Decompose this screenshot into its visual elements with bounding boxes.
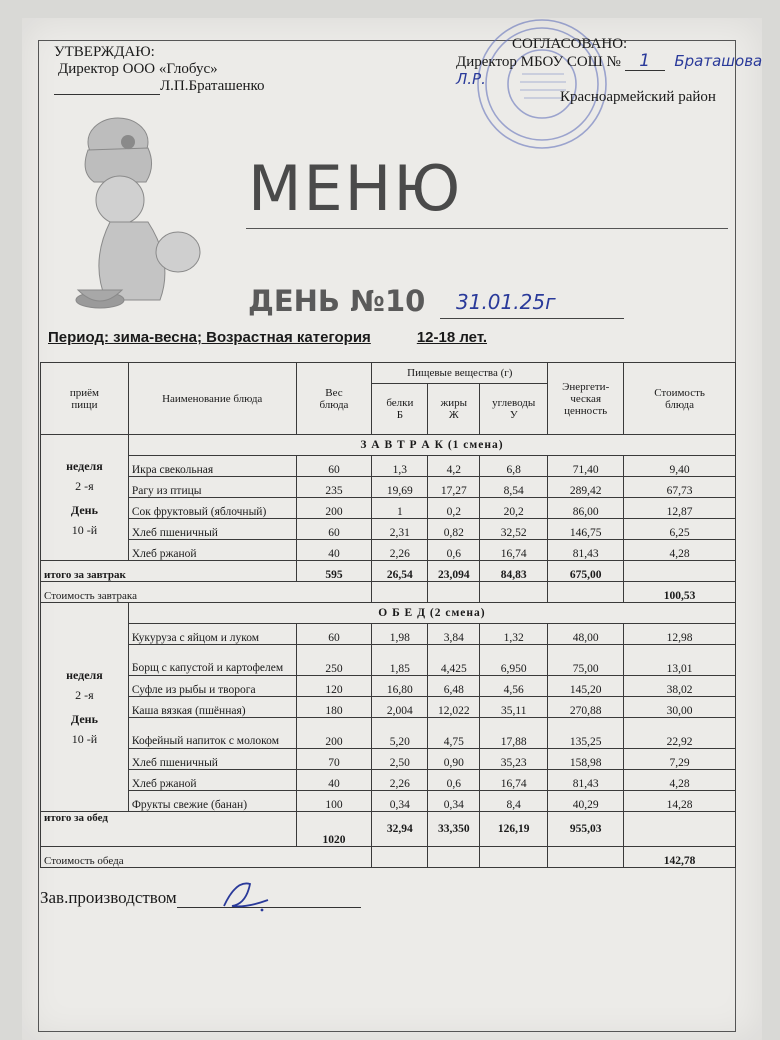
dish-fat: 6,48 bbox=[428, 676, 480, 697]
dish-protein: 1 bbox=[372, 498, 428, 519]
dish-protein: 5,20 bbox=[372, 718, 428, 749]
dish-energy: 146,75 bbox=[548, 519, 624, 540]
dish-energy: 158,98 bbox=[548, 749, 624, 770]
meal-cost-value: 142,78 bbox=[624, 847, 736, 868]
dish-carbs: 32,52 bbox=[480, 519, 548, 540]
header-line: блюда bbox=[319, 398, 349, 411]
dish-cost: 4,28 bbox=[624, 540, 736, 561]
dish-weight: 40 bbox=[296, 770, 372, 791]
table-row bbox=[41, 697, 736, 718]
header-carbs bbox=[480, 384, 548, 435]
section-title: З А В Т Р А К (1 смена) bbox=[128, 435, 735, 456]
dish-cost: 30,00 bbox=[624, 697, 736, 718]
dish-carbs: 16,74 bbox=[480, 770, 548, 791]
dish-weight: 60 bbox=[296, 519, 372, 540]
day-line: 10 -й bbox=[71, 522, 98, 537]
dish-protein: 16,80 bbox=[372, 676, 428, 697]
dish-weight: 100 bbox=[296, 791, 372, 812]
agreer-position: Директор МБОУ СОШ № bbox=[456, 54, 621, 70]
header-line: Энергети- bbox=[562, 380, 610, 393]
total-fat: 33,350 bbox=[428, 812, 480, 847]
header-line: жиры bbox=[440, 397, 467, 409]
header-energy bbox=[548, 363, 624, 435]
total-protein: 32,94 bbox=[372, 812, 428, 847]
day-label: ДЕНЬ №10 bbox=[248, 284, 426, 318]
dish-weight: 200 bbox=[296, 718, 372, 749]
page-title: МЕНЮ bbox=[248, 152, 463, 225]
approver-position: Директор ООО «Глобус» bbox=[58, 61, 218, 77]
dish-energy: 135,25 bbox=[548, 718, 624, 749]
meal-cost-label: Стоимость завтрака bbox=[41, 582, 372, 603]
dish-fat: 4,75 bbox=[428, 718, 480, 749]
district-label: Красноармейский район bbox=[560, 89, 716, 105]
dish-weight: 250 bbox=[296, 645, 372, 676]
table-row bbox=[41, 477, 736, 498]
cost-empty bbox=[372, 847, 428, 868]
dish-protein: 19,69 bbox=[372, 477, 428, 498]
table-row bbox=[41, 540, 736, 561]
menu-table bbox=[40, 362, 736, 868]
dish-name: Хлеб пшеничный bbox=[128, 519, 296, 540]
dish-fat: 3,84 bbox=[428, 624, 480, 645]
section-row bbox=[41, 603, 736, 624]
dish-cost: 12,87 bbox=[624, 498, 736, 519]
dish-carbs: 17,88 bbox=[480, 718, 548, 749]
dish-energy: 48,00 bbox=[548, 624, 624, 645]
day-line: День bbox=[70, 502, 98, 517]
approval-block bbox=[52, 44, 265, 95]
manager-signature-icon bbox=[216, 876, 276, 916]
dish-fat: 0,34 bbox=[428, 791, 480, 812]
chef-child-illustration-icon bbox=[70, 112, 220, 322]
dish-fat: 17,27 bbox=[428, 477, 480, 498]
approver-signature-line bbox=[54, 78, 265, 95]
dish-fat: 12,022 bbox=[428, 697, 480, 718]
total-empty bbox=[624, 561, 736, 582]
header-line: Вес bbox=[325, 386, 343, 399]
footer-label: Зав.производством bbox=[40, 888, 177, 907]
dish-weight: 180 bbox=[296, 697, 372, 718]
dish-energy: 81,43 bbox=[548, 540, 624, 561]
total-energy: 675,00 bbox=[548, 561, 624, 582]
header-line: Б bbox=[396, 409, 404, 421]
header-line: Ж bbox=[448, 409, 459, 421]
dish-carbs: 20,2 bbox=[480, 498, 548, 519]
day-cell bbox=[41, 603, 129, 812]
day-line: неделя bbox=[66, 458, 103, 473]
total-weight: 595 bbox=[296, 561, 372, 582]
dish-weight: 235 bbox=[296, 477, 372, 498]
header-meal bbox=[41, 363, 129, 435]
dish-energy: 81,43 bbox=[548, 770, 624, 791]
total-row bbox=[41, 561, 736, 582]
total-energy: 955,03 bbox=[548, 812, 624, 847]
dish-fat: 0,6 bbox=[428, 540, 480, 561]
header-dish: Наименование блюда bbox=[128, 363, 296, 435]
day-date-line bbox=[440, 318, 624, 319]
day-line: 2 -я bbox=[75, 478, 94, 493]
table-row bbox=[41, 645, 736, 676]
total-row bbox=[41, 812, 736, 847]
header-line: Стоимость bbox=[654, 386, 705, 399]
table-row bbox=[41, 718, 736, 749]
total-protein: 26,54 bbox=[372, 561, 428, 582]
table-row bbox=[41, 456, 736, 477]
dish-fat: 4,2 bbox=[428, 456, 480, 477]
dish-energy: 71,40 bbox=[548, 456, 624, 477]
dish-name: Хлеб пшеничный bbox=[128, 749, 296, 770]
table-row bbox=[41, 676, 736, 697]
dish-protein: 2,004 bbox=[372, 697, 428, 718]
total-empty bbox=[624, 812, 736, 847]
dish-cost: 14,28 bbox=[624, 791, 736, 812]
section-row bbox=[41, 435, 736, 456]
dish-name: Кофейный напиток с молоком bbox=[128, 718, 296, 749]
dish-carbs: 4,56 bbox=[480, 676, 548, 697]
day-cell bbox=[41, 435, 129, 561]
table-row bbox=[41, 749, 736, 770]
period-text: Период: зима-весна; Возрастная категория bbox=[48, 329, 371, 346]
table-row bbox=[41, 519, 736, 540]
dish-protein: 2,31 bbox=[372, 519, 428, 540]
cost-row bbox=[41, 847, 736, 868]
dish-carbs: 8,54 bbox=[480, 477, 548, 498]
agreement-block bbox=[456, 36, 780, 106]
dish-cost: 4,28 bbox=[624, 770, 736, 791]
day-line: неделя bbox=[66, 668, 103, 682]
dish-carbs: 16,74 bbox=[480, 540, 548, 561]
dish-energy: 289,42 bbox=[548, 477, 624, 498]
dish-cost: 67,73 bbox=[624, 477, 736, 498]
dish-name: Хлеб ржаной bbox=[128, 540, 296, 561]
dish-carbs: 6,950 bbox=[480, 645, 548, 676]
dish-carbs: 8,4 bbox=[480, 791, 548, 812]
dish-fat: 0,90 bbox=[428, 749, 480, 770]
total-fat: 23,094 bbox=[428, 561, 480, 582]
dish-name: Фрукты свежие (банан) bbox=[128, 791, 296, 812]
header-line: ценность bbox=[564, 404, 608, 417]
dish-weight: 40 bbox=[296, 540, 372, 561]
dish-cost: 12,98 bbox=[624, 624, 736, 645]
dish-fat: 0,2 bbox=[428, 498, 480, 519]
total-carbs: 84,83 bbox=[480, 561, 548, 582]
header-row bbox=[41, 363, 736, 384]
school-number: 1 bbox=[625, 53, 665, 71]
dish-cost: 7,29 bbox=[624, 749, 736, 770]
dish-weight: 120 bbox=[296, 676, 372, 697]
dish-protein: 0,34 bbox=[372, 791, 428, 812]
table-row bbox=[41, 624, 736, 645]
header-protein bbox=[372, 384, 428, 435]
total-label: итого за обед bbox=[41, 812, 297, 847]
agreer-signature: Браташова Л.Р. bbox=[456, 52, 763, 88]
table-row bbox=[41, 791, 736, 812]
header-line: приём bbox=[69, 386, 99, 399]
table-row bbox=[41, 770, 736, 791]
cost-empty bbox=[548, 582, 624, 603]
cost-empty bbox=[428, 847, 480, 868]
dish-energy: 86,00 bbox=[548, 498, 624, 519]
dish-cost: 38,02 bbox=[624, 676, 736, 697]
dish-energy: 40,29 bbox=[548, 791, 624, 812]
dish-fat: 0,6 bbox=[428, 770, 480, 791]
header-line: углеводы bbox=[492, 397, 536, 409]
dish-energy: 75,00 bbox=[548, 645, 624, 676]
dish-name: Каша вязкая (пшённая) bbox=[128, 697, 296, 718]
dish-name: Суфле из рыбы и творога bbox=[128, 676, 296, 697]
dish-cost: 13,01 bbox=[624, 645, 736, 676]
dish-cost: 6,25 bbox=[624, 519, 736, 540]
total-label: итого за завтрак bbox=[41, 561, 297, 582]
total-weight: 1020 bbox=[296, 812, 372, 847]
dish-weight: 70 bbox=[296, 749, 372, 770]
cost-row bbox=[41, 582, 736, 603]
header-fat bbox=[428, 384, 480, 435]
agreer-position-line bbox=[456, 53, 780, 89]
dish-protein: 2,50 bbox=[372, 749, 428, 770]
header-cost bbox=[624, 363, 736, 435]
total-carbs: 126,19 bbox=[480, 812, 548, 847]
dish-carbs: 35,11 bbox=[480, 697, 548, 718]
dish-cost: 9,40 bbox=[624, 456, 736, 477]
dish-fat: 4,425 bbox=[428, 645, 480, 676]
dish-protein: 1,3 bbox=[372, 456, 428, 477]
cost-empty bbox=[480, 847, 548, 868]
dish-name: Хлеб ржаной bbox=[128, 770, 296, 791]
header-line: пищи bbox=[71, 398, 98, 411]
header-line: белки bbox=[386, 397, 414, 409]
dish-name: Икра свекольная bbox=[128, 456, 296, 477]
approve-label: УТВЕРЖДАЮ: bbox=[54, 44, 155, 60]
dish-protein: 2,26 bbox=[372, 540, 428, 561]
dish-name: Кукуруза с яйцом и луком bbox=[128, 624, 296, 645]
header-line: ческая bbox=[570, 392, 602, 405]
dish-name: Рагу из птицы bbox=[128, 477, 296, 498]
title-divider bbox=[246, 228, 728, 229]
section-title: О Б Е Д (2 смена) bbox=[128, 603, 735, 624]
header-nutrients: Пищевые вещества (г) bbox=[372, 363, 548, 384]
day-date: 31.01.25г bbox=[456, 290, 556, 314]
header-line: У bbox=[509, 409, 518, 421]
dish-energy: 145,20 bbox=[548, 676, 624, 697]
meal-cost-label: Стоимость обеда bbox=[41, 847, 372, 868]
dish-carbs: 35,23 bbox=[480, 749, 548, 770]
table-row bbox=[41, 498, 736, 519]
dish-carbs: 6,8 bbox=[480, 456, 548, 477]
dish-protein: 1,98 bbox=[372, 624, 428, 645]
cost-empty bbox=[548, 847, 624, 868]
day-line: 10 -й bbox=[71, 732, 98, 746]
dish-weight: 200 bbox=[296, 498, 372, 519]
age-category: 12-18 лет. bbox=[416, 329, 488, 346]
dish-protein: 1,85 bbox=[372, 645, 428, 676]
day-line: 2 -я bbox=[75, 688, 94, 702]
cost-empty bbox=[428, 582, 480, 603]
approver-name: Л.П.Браташенко bbox=[160, 78, 265, 94]
dish-weight: 60 bbox=[296, 456, 372, 477]
cost-empty bbox=[372, 582, 428, 603]
agreed-label: СОГЛАСОВАНО: bbox=[512, 36, 628, 52]
meal-cost-value: 100,53 bbox=[624, 582, 736, 603]
dish-cost: 22,92 bbox=[624, 718, 736, 749]
dish-weight: 60 bbox=[296, 624, 372, 645]
production-manager-line bbox=[40, 888, 361, 908]
dish-name: Борщ с капустой и картофелем bbox=[128, 645, 296, 676]
dish-carbs: 1,32 bbox=[480, 624, 548, 645]
cost-empty bbox=[480, 582, 548, 603]
dish-energy: 270,88 bbox=[548, 697, 624, 718]
header-line: блюда bbox=[665, 398, 695, 411]
dish-name: Сок фруктовый (яблочный) bbox=[128, 498, 296, 519]
day-line: День bbox=[70, 712, 98, 726]
period-line bbox=[48, 329, 487, 346]
dish-protein: 2,26 bbox=[372, 770, 428, 791]
dish-fat: 0,82 bbox=[428, 519, 480, 540]
header-weight bbox=[296, 363, 372, 435]
